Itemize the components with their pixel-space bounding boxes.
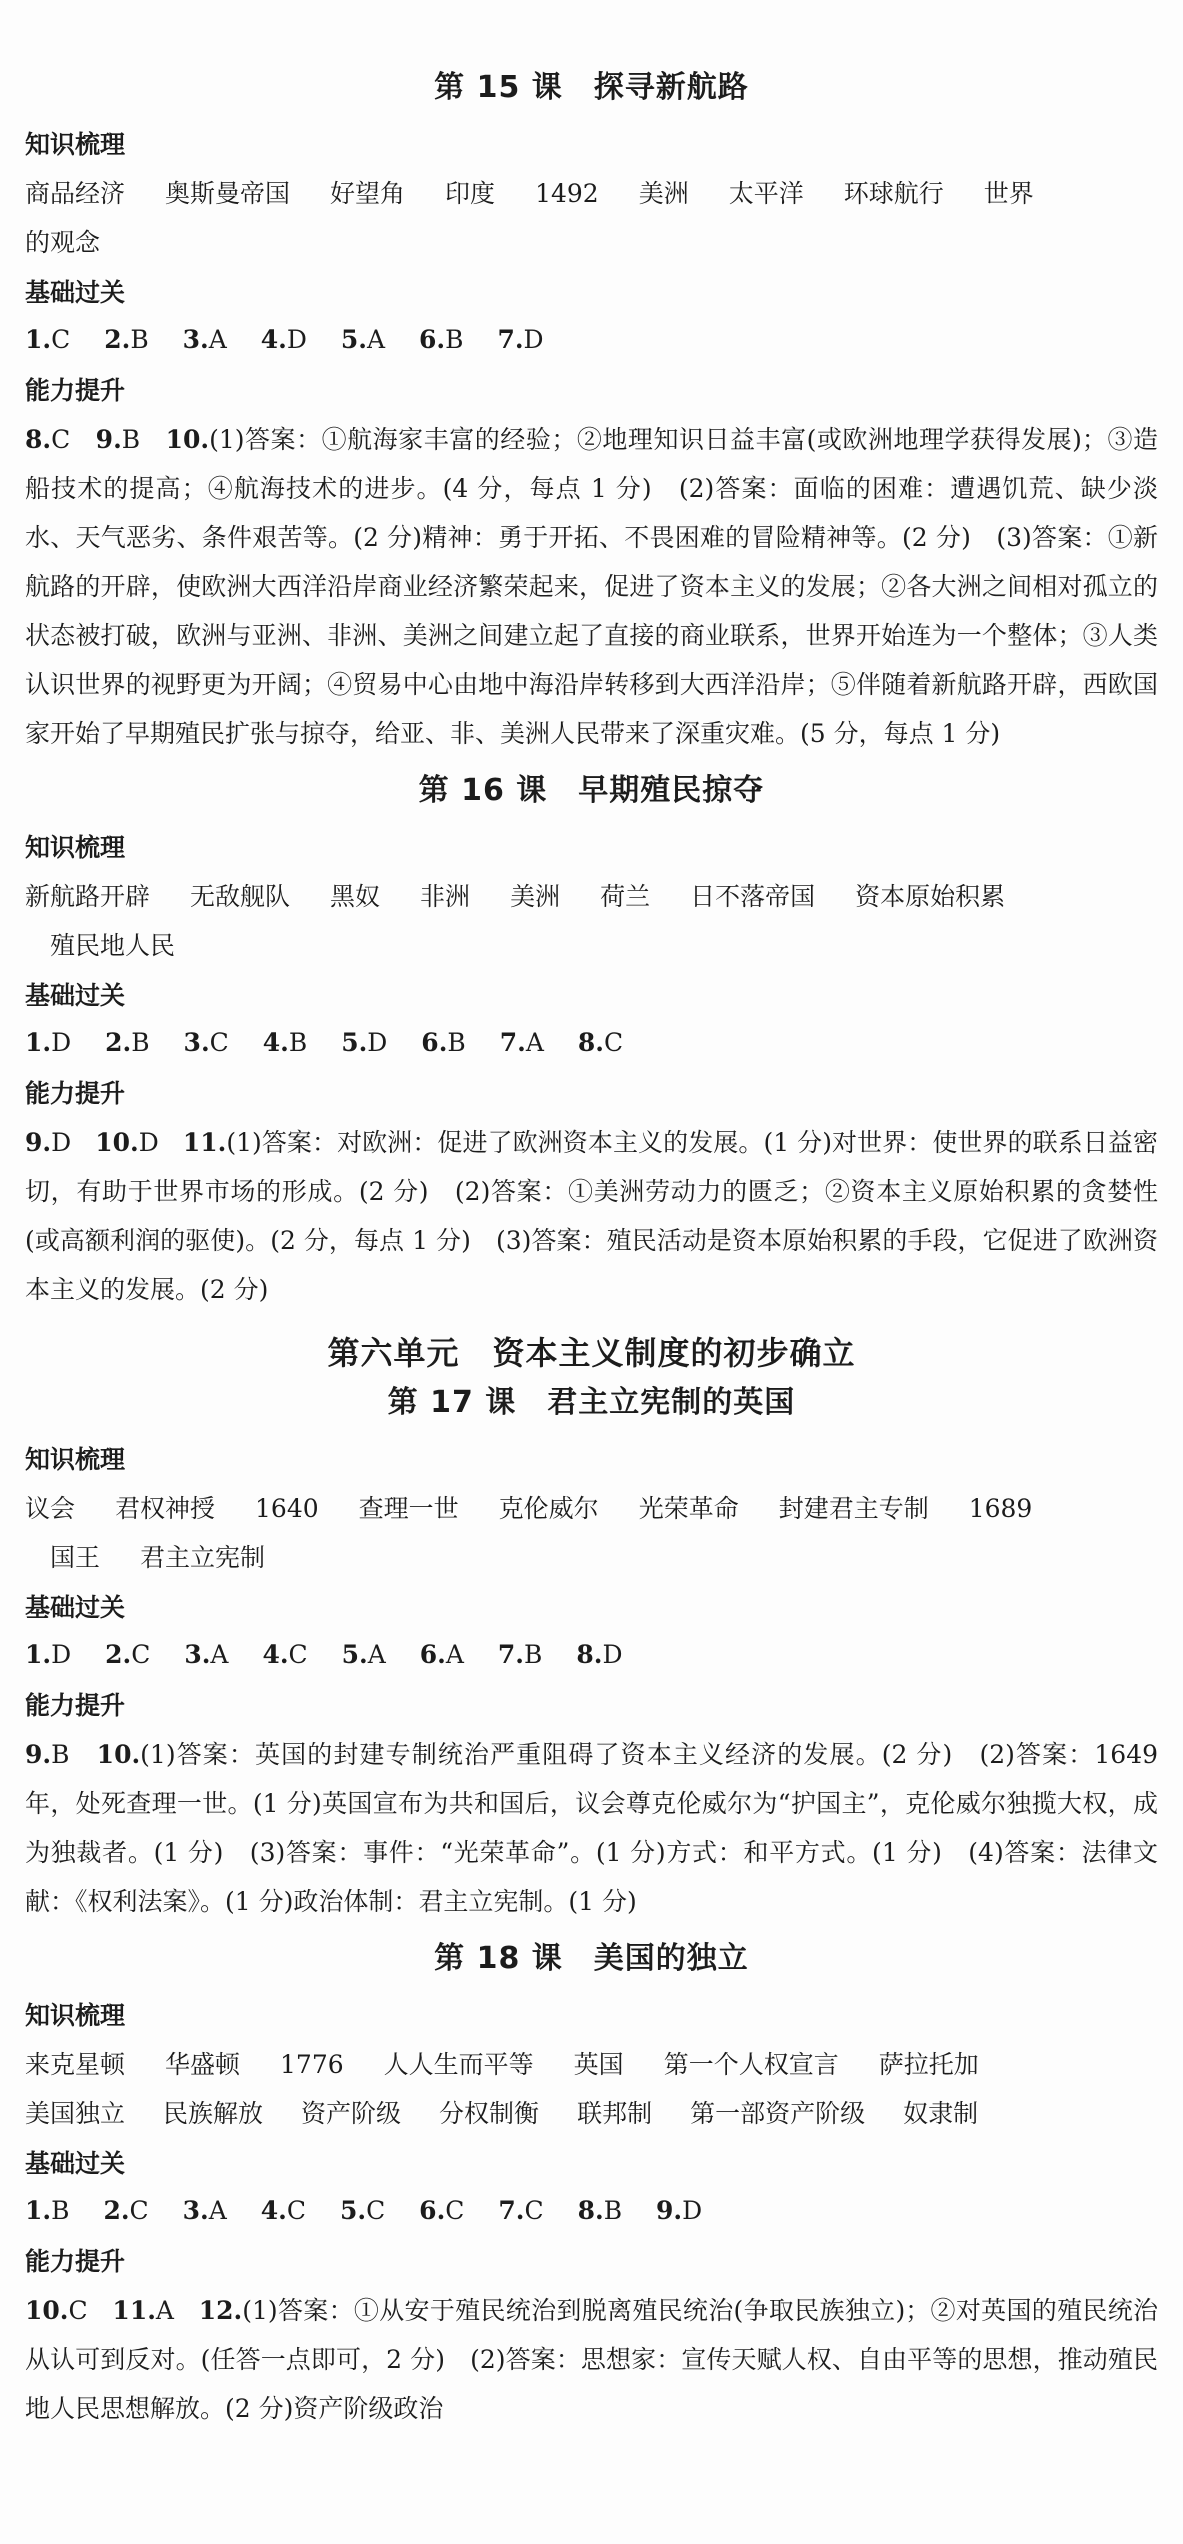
answer-text: (1)答案：①从安于殖民统治到脱离殖民统治(争取民族独立)；②对英国的殖民统治从认可到反对。(任答一点即可，2 分) (2)答案：思想家：宣传天赋人权、自由平等的思想，推动殖民地人民思想解放。(2 分)资产阶级政治 bbox=[25, 2296, 1159, 2423]
keyword: 环球航行 bbox=[843, 179, 944, 208]
answer-item: 2.C bbox=[103, 2196, 149, 2225]
answer-item: 7.D bbox=[497, 325, 544, 354]
lesson-16-keywords bbox=[25, 872, 1158, 970]
ability-heading: 能力提升 bbox=[25, 2247, 126, 2276]
keyword: 美国独立 bbox=[25, 2099, 126, 2128]
answer-item: 8.B bbox=[577, 2196, 623, 2225]
keyword: 君权神授 bbox=[115, 1494, 216, 1523]
keyword: 美洲 bbox=[510, 882, 561, 911]
keyword: 资产阶级 bbox=[301, 2099, 402, 2128]
question-number: 12. bbox=[198, 2296, 243, 2325]
answer-item: 6.B bbox=[419, 325, 464, 354]
keyword: 好望角 bbox=[330, 179, 406, 208]
keyword: 民族解放 bbox=[163, 2099, 264, 2128]
answer-item: 5.A bbox=[340, 325, 386, 354]
keyword: 第一个人权宣言 bbox=[663, 2050, 839, 2079]
ability-heading: 能力提升 bbox=[25, 376, 126, 405]
keyword: 君主立宪制 bbox=[140, 1543, 266, 1572]
answer-item: 2.C bbox=[105, 1640, 151, 1669]
keyword: 商品经济 bbox=[25, 179, 126, 208]
keyword: 查理一世 bbox=[358, 1494, 459, 1523]
answer-item: 5.D bbox=[341, 1028, 388, 1057]
keyword: 世界 bbox=[983, 179, 1034, 208]
answer-item: 5.A bbox=[341, 1640, 386, 1669]
answer-item: 9.D bbox=[656, 2196, 703, 2225]
keyword: 殖民地人民 bbox=[50, 931, 176, 960]
answer-item: 1.D bbox=[25, 1640, 72, 1669]
keyword: 光荣革命 bbox=[638, 1494, 739, 1523]
keyword: 日不落帝国 bbox=[690, 882, 816, 911]
basic-heading: 基础过关 bbox=[25, 1593, 126, 1622]
answer-item: 9.D bbox=[25, 1128, 72, 1157]
keyword: 国王 bbox=[50, 1543, 101, 1572]
keyword: 分权制衡 bbox=[439, 2099, 540, 2128]
answer-item: 2.B bbox=[104, 325, 149, 354]
answer-item: 7.C bbox=[498, 2196, 544, 2225]
lesson-18-title: 第 18 课 美国的独立 bbox=[434, 1941, 749, 1976]
lesson-17-keywords bbox=[25, 1484, 1158, 1582]
keyword: 美洲 bbox=[638, 179, 689, 208]
knowledge-heading: 知识梳理 bbox=[25, 1445, 126, 1474]
lesson-17-title: 第 17 课 君主立宪制的英国 bbox=[387, 1385, 796, 1420]
answer-item: 4.C bbox=[262, 1640, 308, 1669]
lesson-17 bbox=[25, 1380, 1158, 1926]
lesson-17-ability bbox=[25, 1730, 1158, 1926]
lesson-18-basic-answers bbox=[25, 2188, 1158, 2234]
basic-heading: 基础过关 bbox=[25, 2149, 126, 2178]
answer-item: 4.D bbox=[260, 325, 307, 354]
keyword: 新航路开辟 bbox=[25, 882, 151, 911]
keyword: 第一部资产阶级 bbox=[690, 2099, 866, 2128]
basic-heading: 基础过关 bbox=[25, 278, 126, 307]
lesson-15-basic-answers bbox=[25, 317, 1158, 363]
lesson-18-keywords bbox=[25, 2040, 1158, 2138]
answer-item: 9.B bbox=[25, 1740, 70, 1769]
lesson-15-keywords bbox=[25, 169, 1158, 267]
knowledge-heading: 知识梳理 bbox=[25, 130, 126, 159]
keyword: 非洲 bbox=[420, 882, 471, 911]
lesson-15-title: 第 15 课 探寻新航路 bbox=[434, 70, 749, 105]
basic-heading: 基础过关 bbox=[25, 981, 126, 1010]
lesson-18-ability bbox=[25, 2286, 1158, 2433]
answer-item: 4.C bbox=[260, 2196, 307, 2225]
answer-item: 5.C bbox=[339, 2196, 386, 2225]
answer-text: (1)答案：①航海家丰富的经验；②地理知识日益丰富(或欧洲地理学获得发展)；③造船技术的提高；④航海技术的进步。(4 分，每点 1 分) (2)答案：面临的困难：遭遇饥荒、缺少淡水、天气恶劣、条件艰苦等。(2 分)精神：勇于开拓、不畏困难的冒险精神等。(2 分) (3)答案：①新航路的开辟，使欧洲大西洋沿岸商业经济繁荣起来，促进了资本主义的发展；②各大洲之间相对孤立的状态被打破，欧洲与亚洲、非洲、美洲之间建立起了直接的商业联系，世界开始连为一个整体；③人类认识世界的视野更为开阔；④贸易中心由地中海沿岸转移到大西洋沿岸；⑤伴随着新航路开辟，西欧国家开始了早期殖民扩张与掠夺，给亚、非、美洲人民带来了深重灾难。(5 分，每点 1 分) bbox=[25, 425, 1158, 748]
answer-item: 6.C bbox=[419, 2196, 465, 2225]
keyword: 1776 bbox=[280, 2050, 344, 2079]
answer-item: 4.B bbox=[262, 1028, 308, 1057]
lesson-16-ability bbox=[25, 1118, 1158, 1314]
answer-item: 9.B bbox=[95, 425, 141, 454]
knowledge-heading: 知识梳理 bbox=[25, 2001, 126, 2030]
keyword: 议会 bbox=[25, 1494, 76, 1523]
answer-item: 3.A bbox=[182, 325, 227, 354]
keyword: 来克星顿 bbox=[25, 2050, 126, 2079]
keyword: 华盛顿 bbox=[165, 2050, 241, 2079]
answer-item: 7.B bbox=[497, 1640, 543, 1669]
answer-item: 8.D bbox=[576, 1640, 623, 1669]
keyword: 1689 bbox=[968, 1494, 1033, 1523]
keyword: 奥斯曼帝国 bbox=[165, 179, 291, 208]
knowledge-heading: 知识梳理 bbox=[25, 833, 126, 862]
lesson-16-basic-answers bbox=[25, 1020, 1158, 1066]
keyword: 1492 bbox=[535, 179, 599, 208]
keyword: 克伦威尔 bbox=[498, 1494, 599, 1523]
question-number: 10. bbox=[165, 425, 210, 454]
answer-item: 1.B bbox=[25, 2196, 70, 2225]
keyword: 荷兰 bbox=[600, 882, 651, 911]
lesson-16 bbox=[25, 768, 1158, 1314]
answer-item: 11.A bbox=[112, 2296, 174, 2325]
keyword: 奴隶制 bbox=[903, 2099, 979, 2128]
keyword: 黑奴 bbox=[330, 882, 381, 911]
answer-item: 8.C bbox=[25, 425, 71, 454]
answer-item: 1.D bbox=[25, 1028, 72, 1057]
answer-text: (1)答案：对欧洲：促进了欧洲资本主义的发展。(1 分)对世界：使世界的联系日益密切，有助于世界市场的形成。(2 分) (2)答案：①美洲劳动力的匮乏；②资本主义原始积累的贪婪性(或高额利润的驱使)。(2 分，每点 1 分) (3)答案：殖民活动是资本原始积累的手段，它促进了欧洲资本主义的发展。(2 分) bbox=[25, 1128, 1158, 1304]
answer-item: 10.D bbox=[95, 1128, 159, 1157]
keyword: 英国 bbox=[573, 2050, 624, 2079]
lesson-15-ability bbox=[25, 415, 1158, 758]
answer-item: 7.A bbox=[499, 1028, 544, 1057]
keyword: 无敌舰队 bbox=[190, 882, 291, 911]
answer-item: 6.B bbox=[421, 1028, 466, 1057]
keyword: 联邦制 bbox=[577, 2099, 653, 2128]
answer-text: (1)答案：英国的封建专制统治严重阻碍了资本主义经济的发展。(2 分) (2)答案：1649 年，处死查理一世。(1 分)英国宣布为共和国后，议会尊克伦威尔为“护国主”，克伦威尔独揽大权，成为独裁者。(1 分) (3)答案：事件：“光荣革命”。(1 分)方式：和平方式。(1 分) (4)答案：法律文献：《权利法案》。(1 分)政治体制：君主立宪制。(1 分) bbox=[25, 1740, 1159, 1916]
keyword: 封建君主专制 bbox=[778, 1494, 929, 1523]
answer-item: 3.A bbox=[184, 1640, 229, 1669]
keyword: 太平洋 bbox=[728, 179, 804, 208]
keyword: 印度 bbox=[445, 179, 496, 208]
answer-item: 8.C bbox=[577, 1028, 624, 1057]
question-number: 11. bbox=[182, 1128, 227, 1157]
lesson-17-basic-answers bbox=[25, 1632, 1158, 1678]
answer-item: 6.A bbox=[419, 1640, 464, 1669]
lesson-15 bbox=[25, 65, 1158, 758]
question-number: 10. bbox=[96, 1740, 141, 1769]
keyword: 资本原始积累 bbox=[855, 882, 1006, 911]
ability-heading: 能力提升 bbox=[25, 1691, 126, 1720]
keyword: 人人生而平等 bbox=[383, 2050, 534, 2079]
answer-item: 2.B bbox=[105, 1028, 150, 1057]
keyword: 的观念 bbox=[25, 228, 101, 257]
answer-item: 3.A bbox=[182, 2196, 227, 2225]
answer-item: 10.C bbox=[25, 2296, 88, 2325]
answer-item: 3.C bbox=[183, 1028, 229, 1057]
keyword: 萨拉托加 bbox=[878, 2050, 979, 2079]
keyword: 1640 bbox=[255, 1494, 319, 1523]
lesson-18 bbox=[25, 1936, 1158, 2433]
ability-heading: 能力提升 bbox=[25, 1079, 126, 1108]
answer-item: 1.C bbox=[25, 325, 71, 354]
lesson-16-title: 第 16 课 早期殖民掠夺 bbox=[418, 773, 765, 808]
unit-6-title: 第六单元 资本主义制度的初步确立 bbox=[327, 1334, 856, 1372]
